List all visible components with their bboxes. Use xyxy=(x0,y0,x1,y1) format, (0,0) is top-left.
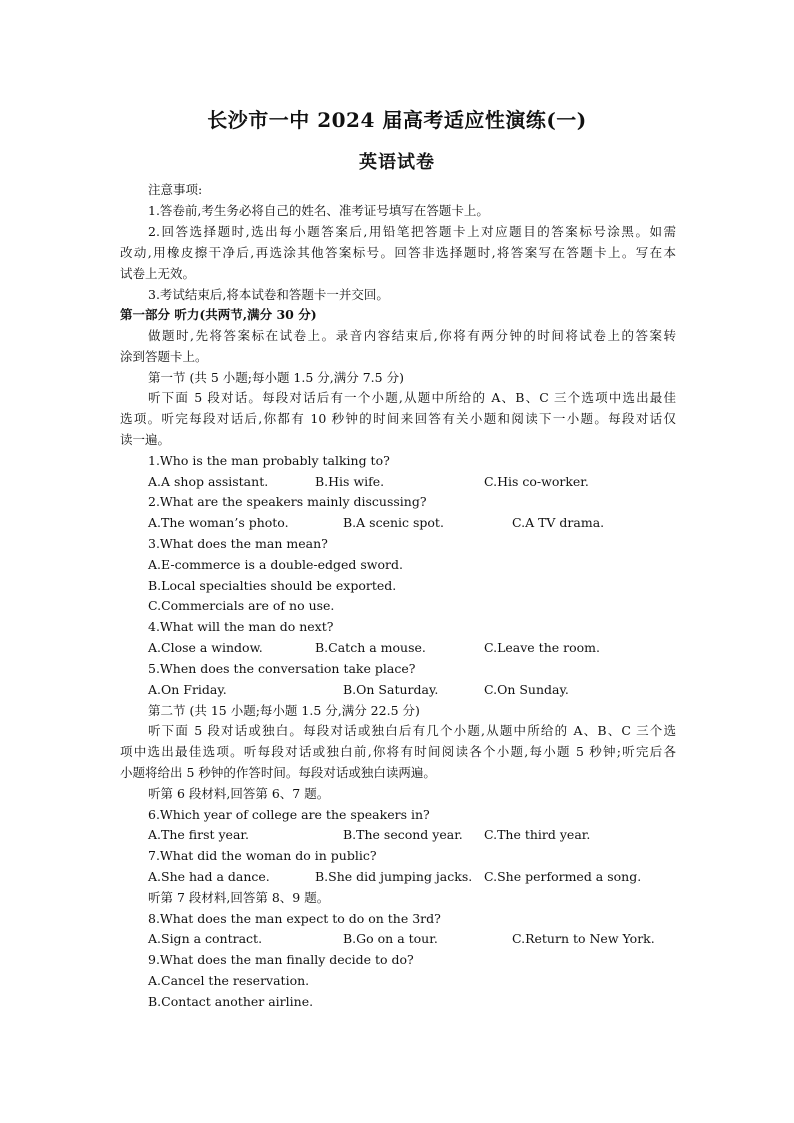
question-3-option-b: B.Local specialties should be exported. xyxy=(148,578,397,593)
section2-directions-line-2: 项中选出最佳选项。听每段对话或独白前,你将有时间阅读各个小题,每小题 5 秒钟;听完后各 xyxy=(120,744,676,759)
part1-intro-line-2: 涂到答题卡上。 xyxy=(120,349,208,364)
option-a: A.On Friday. xyxy=(148,682,227,697)
notice-item-2-line-2: 改动,用橡皮擦干净后,再选涂其他答案标号。回答非选择题时,将答案写在答题卡上。写在本 xyxy=(120,245,676,260)
question-2: 2.What are the speakers mainly discussing? xyxy=(148,494,427,509)
part1-heading: 第一部分 听力(共两节,满分 30 分) xyxy=(120,307,317,322)
question-8-options xyxy=(148,929,676,950)
option-b: B.Go on a tour. xyxy=(343,931,438,946)
option-a: A.A shop assistant. xyxy=(148,474,269,489)
option-c: C.The third year. xyxy=(484,827,591,842)
option-b: B.The second year. xyxy=(343,827,463,842)
section1-heading: 第一节 (共 5 小题;每小题 1.5 分,满分 7.5 分) xyxy=(148,370,404,385)
question-1: 1.Who is the man probably talking to? xyxy=(148,453,390,468)
option-c: C.Return to New York. xyxy=(512,931,655,946)
question-7-options xyxy=(148,867,676,888)
question-3-option-c: C.Commercials are of no use. xyxy=(148,598,335,613)
notice-item-2-line-3: 试卷上无效。 xyxy=(120,266,196,281)
question-1-options xyxy=(148,472,676,493)
section1-directions-line-2: 选项。听完每段对话后,你都有 10 秒钟的时间来回答有关小题和阅读下一小题。每段对话仅 xyxy=(120,411,676,426)
question-6-options xyxy=(148,825,676,846)
option-c: C.A TV drama. xyxy=(512,515,605,530)
option-c: C.On Sunday. xyxy=(484,682,569,697)
option-a: A.The first year. xyxy=(148,827,249,842)
question-9-option-b: B.Contact another airline. xyxy=(148,994,314,1009)
option-a: A.The woman’s photo. xyxy=(148,515,289,530)
section2-directions-line-1: 听下面 5 段对话或独白。每段对话或独白后有几个小题,从题中所给的 A、B、C 三个选 xyxy=(148,723,676,738)
question-2-options xyxy=(148,513,676,534)
option-c: C.Leave the room. xyxy=(484,640,600,655)
option-c: C.She performed a song. xyxy=(484,869,642,884)
question-9-option-a: A.Cancel the reservation. xyxy=(148,973,310,988)
material-7-instruction: 听第 7 段材料,回答第 8、9 题。 xyxy=(148,890,330,905)
question-6: 6.Which year of college are the speakers in? xyxy=(148,807,430,822)
option-b: B.Catch a mouse. xyxy=(315,640,426,655)
exam-subtitle: 英语试卷 xyxy=(359,152,435,173)
question-5-options xyxy=(148,680,676,701)
option-a: A.She had a dance. xyxy=(148,869,270,884)
notice-item-1: 1.答卷前,考生务必将自己的姓名、准考证号填写在答题卡上。 xyxy=(148,203,489,218)
option-a: A.Close a window. xyxy=(148,640,263,655)
question-5: 5.When does the conversation take place? xyxy=(148,661,416,676)
part1-intro-line-1: 做题时,先将答案标在试卷上。录音内容结束后,你将有两分钟的时间将试卷上的答案转 xyxy=(148,328,676,343)
question-3-option-a: A.E-commerce is a double-edged sword. xyxy=(148,557,403,572)
option-b: B.On Saturday. xyxy=(343,682,439,697)
question-4: 4.What will the man do next? xyxy=(148,619,334,634)
notice-item-3: 3.考试结束后,将本试卷和答题卡一并交回。 xyxy=(148,287,389,302)
option-c: C.His co-worker. xyxy=(484,474,589,489)
question-9: 9.What does the man finally decide to do? xyxy=(148,952,414,967)
question-3: 3.What does the man mean? xyxy=(148,536,328,551)
notice-item-2-line-1: 2.回答选择题时,选出每小题答案后,用铅笔把答题卡上对应题目的答案标号涂黑。如需 xyxy=(148,224,676,239)
option-b: B.She did jumping jacks. xyxy=(315,869,473,884)
question-7: 7.What did the woman do in public? xyxy=(148,848,377,863)
exam-title: 长沙市一中 2024 届高考适应性演练(一) xyxy=(207,108,587,132)
material-6-instruction: 听第 6 段材料,回答第 6、7 题。 xyxy=(148,786,330,801)
section1-directions-line-1: 听下面 5 段对话。每段对话后有一个小题,从题中所给的 A、B、C 三个选项中选出最佳 xyxy=(148,390,676,405)
option-b: B.His wife. xyxy=(315,474,385,489)
section2-heading: 第二节 (共 15 小题;每小题 1.5 分,满分 22.5 分) xyxy=(148,703,420,718)
question-8: 8.What does the man expect to do on the 3rd? xyxy=(148,911,441,926)
notice-heading: 注意事项: xyxy=(148,182,203,197)
section2-directions-line-3: 小题将给出 5 秒钟的作答时间。每段对话或独白读两遍。 xyxy=(120,765,436,780)
option-a: A.Sign a contract. xyxy=(148,931,263,946)
option-b: B.A scenic spot. xyxy=(343,515,444,530)
question-4-options xyxy=(148,638,676,659)
section1-directions-line-3: 读一遍。 xyxy=(120,432,171,447)
